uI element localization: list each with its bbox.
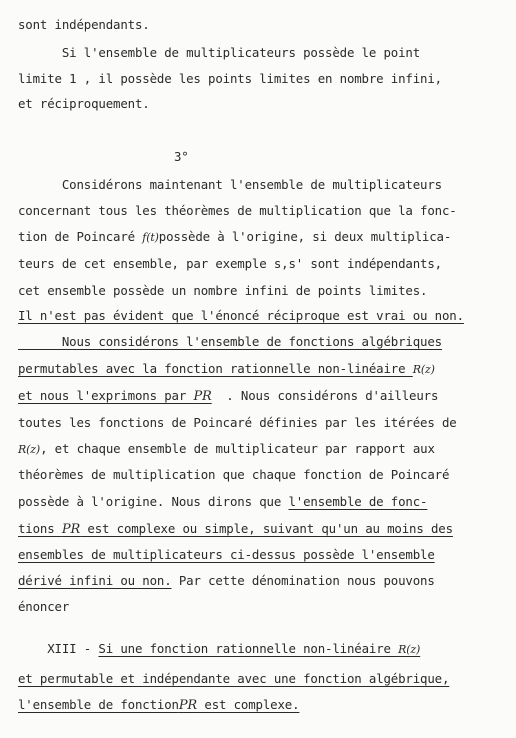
text-line: teurs de cet ensemble, par exemple s,s' sont indépendants, — [18, 256, 442, 271]
underlined-line: et permutable et indépendante avec une fonction algébrique, — [18, 671, 450, 686]
text-line: possède à l'origine. Nous dirons que l'ensemble de fonc- — [18, 494, 428, 509]
handwritten-function: R(z) — [18, 443, 41, 456]
text-line: et nous l'exprimons par PR . Nous considérons d'ailleurs — [18, 388, 439, 404]
handwritten-function: f(t) — [142, 231, 159, 244]
underlined-line: l'ensemble de fonctionPR est complexe. — [18, 697, 300, 713]
section-number: 3° — [174, 149, 189, 164]
theorem-heading: XIII - Si une fonction rationnelle non-linéaire R(z) — [18, 641, 421, 656]
text-line: et réciproquement. — [18, 96, 150, 111]
underlined-line: Nous considérons l'ensemble de fonctions algébriques — [18, 334, 442, 349]
text-line: permutables avec la fonction rationnelle non-linéaire R(z) — [18, 361, 435, 376]
handwritten-symbol: PR — [61, 522, 81, 537]
handwritten-function: R(z) — [412, 363, 435, 376]
text-line: tion de Poincaré f(t)possède à l'origine, si deux multiplica- — [18, 229, 452, 244]
text-line: sont indépendants. — [18, 17, 150, 32]
text-line: énoncer — [18, 599, 70, 614]
text-line: Considérons maintenant l'ensemble de multiplicateurs — [18, 177, 442, 192]
text-line: cet ensemble possède un nombre infini de points limites. — [18, 283, 428, 298]
text-line: concernant tous les théorèmes de multiplication que la fonc- — [18, 203, 457, 218]
text-line: théorèmes de multiplication que chaque fonction de Poincaré — [18, 467, 450, 482]
text-line: dérivé infini ou non. Par cette dénomination nous pouvons — [18, 573, 435, 588]
text-line: toutes les fonctions de Poincaré définies par les itérées de — [18, 415, 457, 430]
text-line: Si l'ensemble de multiplicateurs possède le point — [18, 45, 421, 60]
handwritten-function: R(z) — [398, 643, 421, 656]
underlined-line: ensembles de multiplicateurs ci-dessus possède l'ensemble — [18, 547, 435, 562]
text-line: limite 1 , il possède les points limites en nombre infini, — [18, 71, 442, 86]
text-line: R(z), et chaque ensemble de multiplicateur par rapport aux — [18, 441, 435, 456]
handwritten-symbol: PR — [193, 389, 212, 404]
underlined-line: Il n'est pas évident que l'énoncé réciproque est vrai ou non. — [18, 308, 464, 323]
handwritten-symbol: PR — [178, 698, 198, 713]
underlined-line: tions PR est complexe ou simple, suivant qu'un au moins des — [18, 521, 453, 537]
